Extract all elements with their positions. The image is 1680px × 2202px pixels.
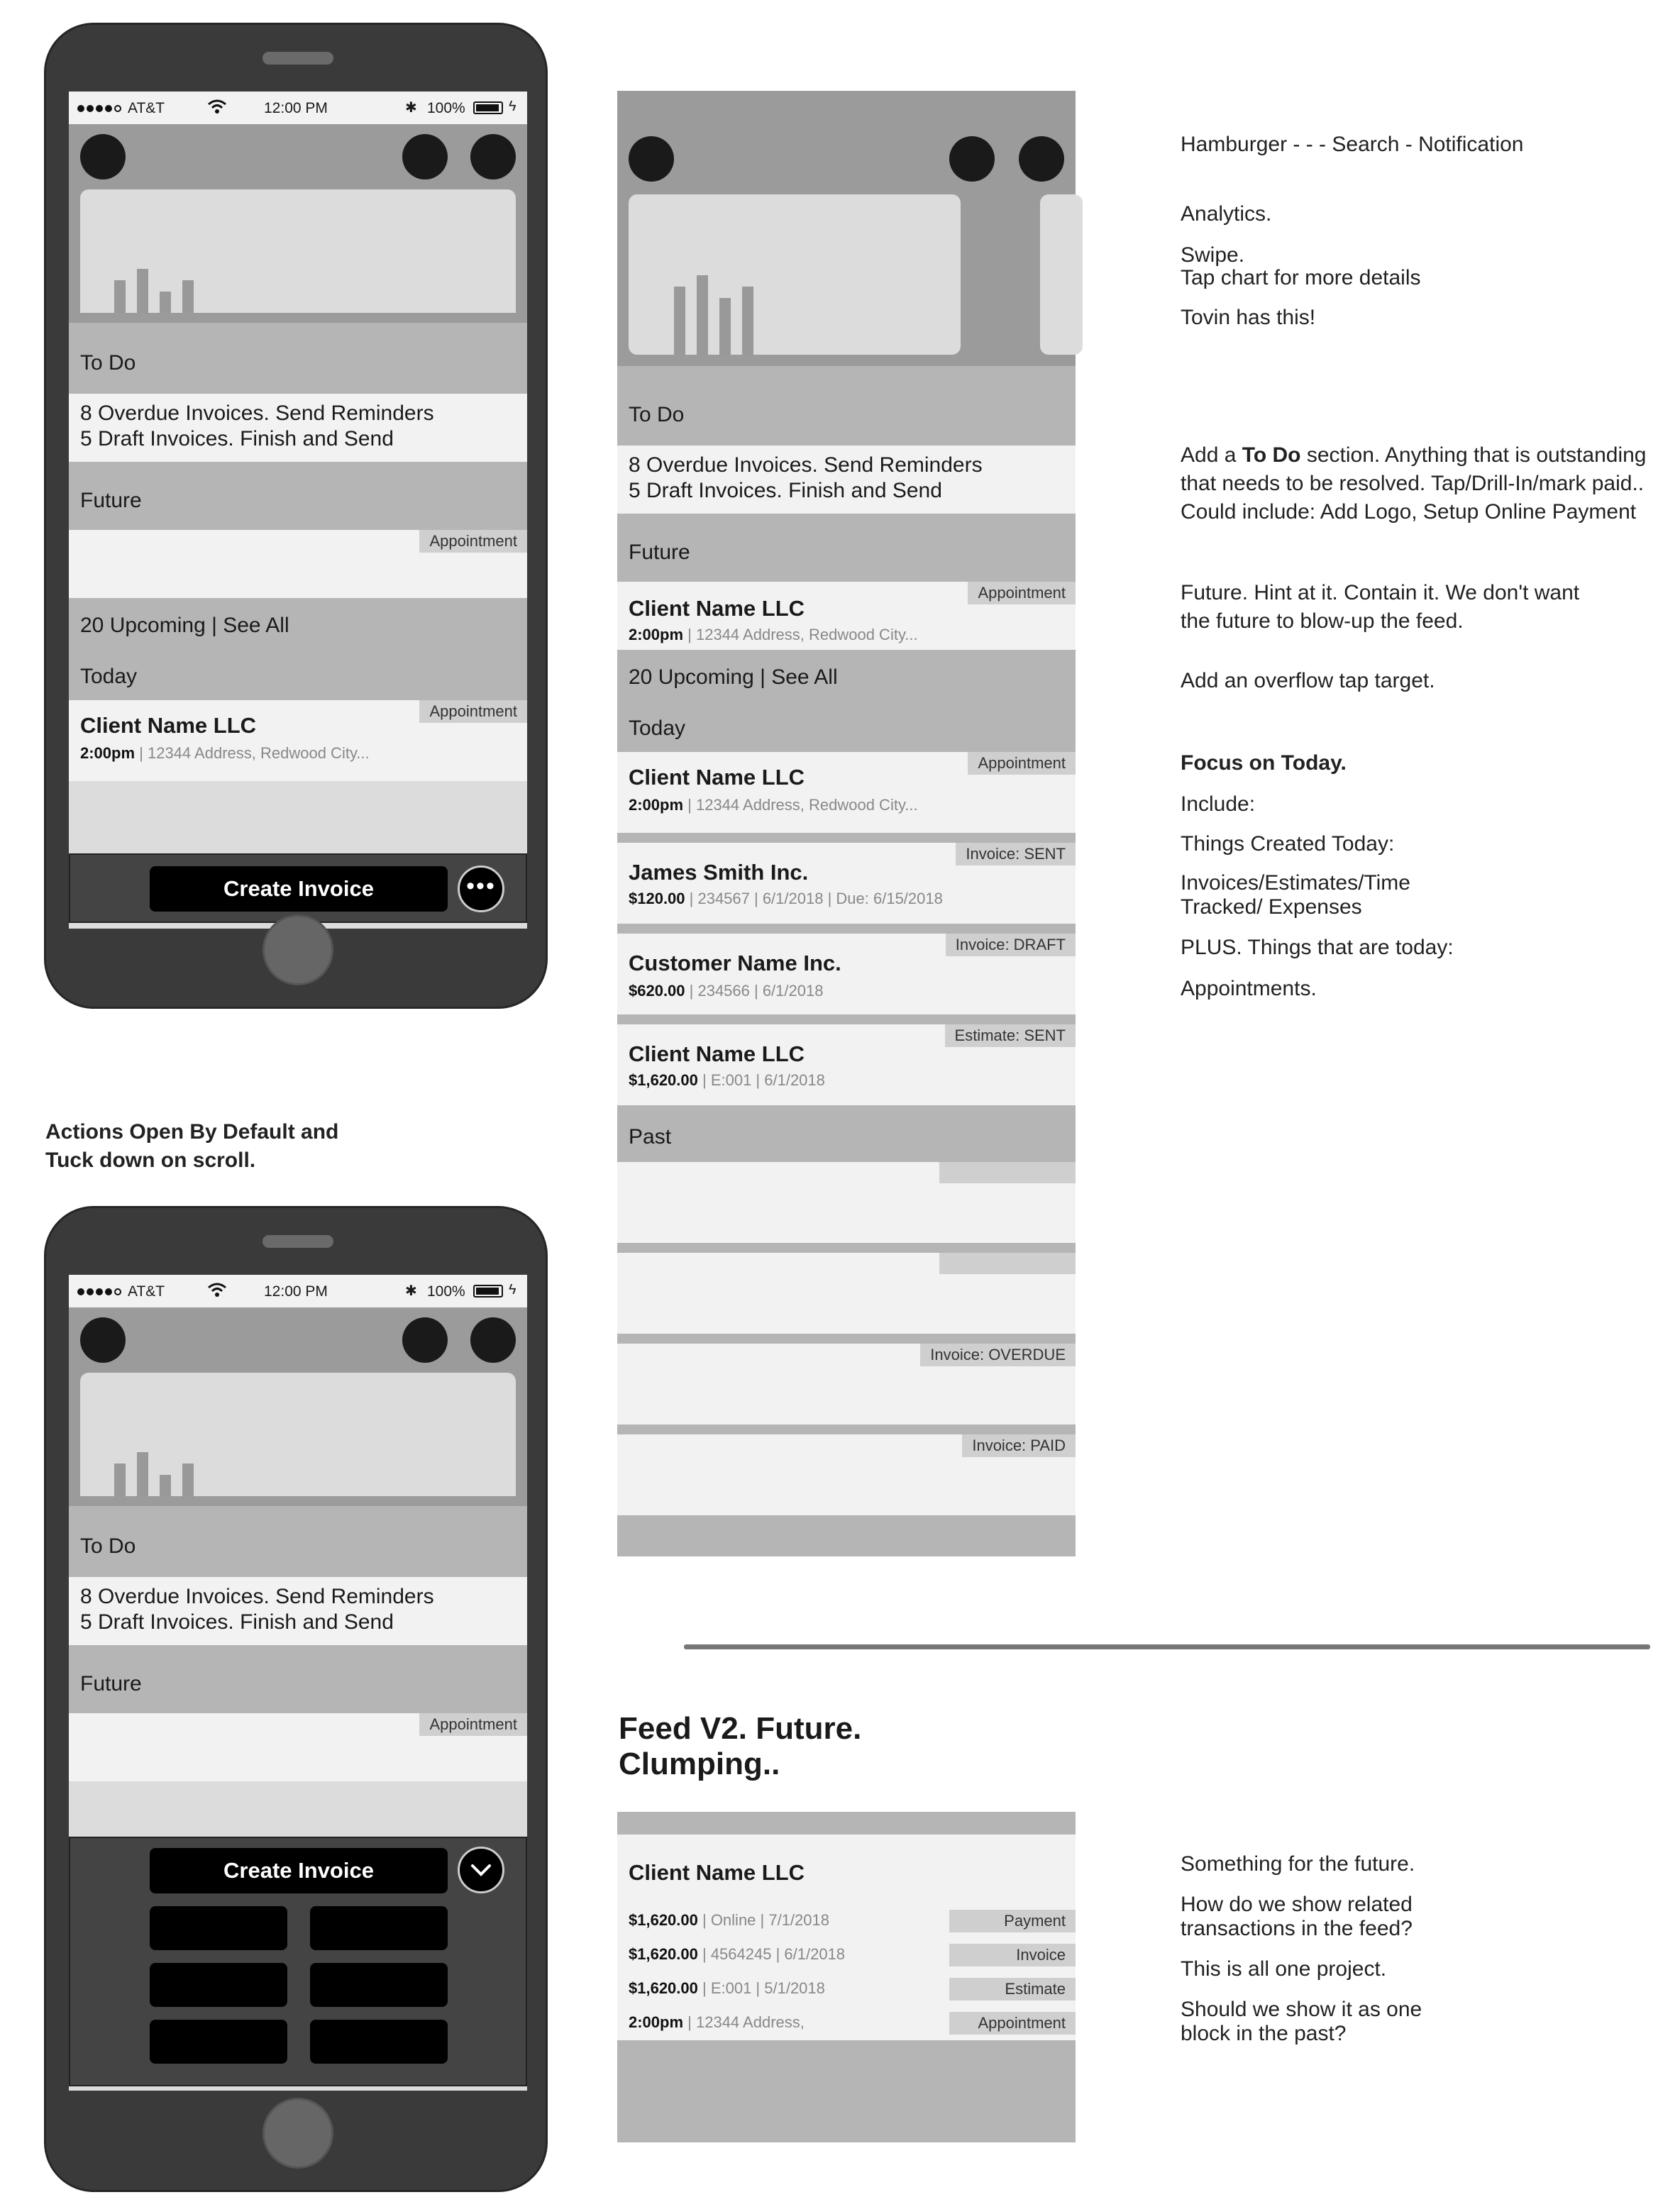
clump-row-detail: [629, 1945, 845, 1964]
future-section-header: [69, 1645, 527, 1713]
client-address: | 12344 Address, Redwood City...: [683, 796, 918, 814]
clump-row-detail: [629, 2013, 805, 2032]
feed-v2-title: [619, 1711, 861, 1782]
hamburger-menu-icon[interactable]: [80, 1317, 126, 1363]
app-header: [69, 124, 527, 191]
client-detail: [629, 796, 918, 814]
status-tag: Invoice: DRAFT: [946, 934, 1076, 956]
feed-v2-clump: [617, 1812, 1076, 2142]
carrier-label: AT&T: [128, 100, 165, 116]
phone-mockup-2: [44, 1206, 548, 2192]
clump-row[interactable]: [617, 2012, 1076, 2037]
clump-row-amount: 2:00pm: [629, 2013, 684, 2031]
status-tag-empty: [939, 1162, 1076, 1183]
action-button-6[interactable]: [310, 2020, 448, 2064]
item-detail: [629, 1071, 825, 1090]
note-plus: PLUS. Things that are today:: [1181, 936, 1454, 959]
client-name: Client Name LLC: [629, 596, 805, 621]
note-todo-bold: To Do: [1242, 443, 1301, 467]
note-invoices-line1: Invoices/Estimates/Time: [1181, 871, 1410, 895]
past-card-paid[interactable]: [617, 1434, 1076, 1515]
clump-client-name: Client Name LLC: [629, 1860, 805, 1885]
note-actions: [45, 1118, 338, 1175]
future-card[interactable]: [69, 530, 527, 598]
appointment-tag: Appointment: [419, 530, 527, 553]
future-appointment-card[interactable]: [617, 582, 1076, 650]
create-invoice-button[interactable]: Create Invoice: [150, 866, 448, 912]
note-future: [1181, 580, 1579, 634]
feed-v2-title-line2: Clumping..: [619, 1747, 780, 1781]
analytics-band: [69, 191, 527, 313]
todo-card[interactable]: [617, 446, 1076, 514]
todo-title: To Do: [629, 403, 685, 426]
clump-row-meta: | E:001 | 5/1/2018: [697, 1979, 825, 1997]
note-actions-line2: Tuck down on scroll.: [45, 1149, 256, 1172]
todo-card[interactable]: [69, 394, 527, 462]
clump-card[interactable]: [617, 1835, 1076, 2040]
clump-row-tag: Estimate: [949, 1978, 1076, 2001]
note-tovin: Tovin has this!: [1181, 306, 1316, 329]
feed-item-invoice-sent[interactable]: [617, 843, 1076, 924]
section-divider: [684, 1644, 1650, 1649]
note-actions-line1: Actions Open By Default and: [45, 1120, 339, 1144]
bluetooth-icon: ✱: [405, 1283, 417, 1299]
notification-icon[interactable]: [470, 1317, 516, 1363]
home-button: [262, 914, 333, 985]
status-time: 12:00 PM: [264, 100, 328, 116]
note-future-line1: Future. Hint at it. Contain it. We don't want: [1181, 581, 1580, 604]
client-detail: [80, 744, 370, 763]
future-section-header: [69, 462, 527, 530]
future-title: Future: [80, 1672, 142, 1695]
status-bar: [69, 92, 527, 124]
item-name: Customer Name Inc.: [629, 951, 841, 975]
appointment-tag: Appointment: [968, 582, 1076, 604]
note-one-project: This is all one project.: [1181, 1957, 1387, 1981]
feed-item-invoice-draft[interactable]: [617, 934, 1076, 1014]
status-time: 12:00 PM: [264, 1283, 328, 1300]
client-time: 2:00pm: [629, 626, 684, 643]
signal-icon: [77, 1283, 165, 1300]
search-icon[interactable]: [402, 1317, 448, 1363]
status-bar: [69, 1275, 527, 1307]
note-future-line2: the future to blow-up the feed.: [1181, 609, 1464, 633]
clump-row-detail: [629, 1979, 825, 1998]
search-icon[interactable]: [402, 134, 448, 179]
action-bar: [69, 853, 527, 923]
item-amount: $120.00: [629, 890, 685, 907]
note-appointments: Appointments.: [1181, 977, 1317, 1000]
create-invoice-button[interactable]: Create Invoice: [150, 1848, 448, 1893]
note-related-line2: transactions in the feed?: [1181, 1917, 1413, 1940]
search-icon[interactable]: [949, 136, 995, 182]
signal-icon: [77, 100, 165, 117]
feed-header: [617, 91, 1076, 366]
future-title: Future: [629, 541, 690, 564]
phone-speaker: [262, 52, 333, 65]
todo-overdue[interactable]: 8 Overdue Invoices. Send Reminders: [629, 453, 983, 477]
appointment-tag: Appointment: [419, 700, 527, 723]
chart-bar: [742, 287, 753, 355]
bluetooth-icon: ✱: [405, 100, 417, 116]
upcoming-link[interactable]: 20 Upcoming | See All: [80, 614, 289, 637]
expanded-action-sheet: [69, 1837, 527, 2086]
past-card-overdue[interactable]: [617, 1344, 1076, 1424]
note-header-icons: Hamburger - - - Search - Notification: [1181, 133, 1524, 156]
battery-icon: [473, 101, 503, 114]
todo-title: To Do: [80, 1534, 136, 1558]
todo-draft[interactable]: 5 Draft Invoices. Finish and Send: [629, 479, 942, 502]
item-meta: | E:001 | 6/1/2018: [697, 1071, 825, 1089]
future-card[interactable]: [69, 1713, 527, 1781]
battery-icon: [473, 1285, 503, 1298]
past-title: Past: [629, 1125, 672, 1149]
item-amount: $620.00: [629, 982, 685, 1000]
feed-v2-title-line1: Feed V2. Future.: [619, 1711, 862, 1746]
clump-row-meta: | Online | 7/1/2018: [697, 1911, 829, 1929]
future-section-header: [617, 514, 1076, 582]
todo-title: To Do: [80, 351, 136, 375]
clump-row[interactable]: [617, 1978, 1076, 2003]
action-button-3[interactable]: [150, 1963, 287, 2007]
upcoming-row[interactable]: [617, 650, 1076, 752]
item-meta: | 234567 | 6/1/2018 | Due: 6/15/2018: [685, 890, 943, 907]
app-header: [69, 1307, 527, 1374]
past-card-1[interactable]: [617, 1162, 1076, 1243]
clump-row[interactable]: [617, 1944, 1076, 1969]
action-button-2[interactable]: [310, 1906, 448, 1950]
item-detail: [629, 890, 943, 908]
note-todo-line1: [1181, 443, 1646, 468]
note-overflow: Add an overflow tap target.: [1181, 669, 1435, 692]
note-swipe: Swipe.: [1181, 243, 1245, 267]
today-appointment-card[interactable]: [617, 752, 1076, 833]
note-todo: [1181, 443, 1646, 525]
wifi-icon: [207, 1282, 227, 1298]
client-time: 2:00pm: [80, 744, 136, 762]
client-name: Client Name LLC: [80, 713, 257, 738]
clump-row-amount: $1,620.00: [629, 1911, 698, 1929]
action-button-4[interactable]: [310, 1963, 448, 2007]
todo-overdue[interactable]: 8 Overdue Invoices. Send Reminders: [80, 1585, 434, 1608]
upcoming-row[interactable]: [69, 598, 527, 700]
note-focus: Focus on Today.: [1181, 751, 1347, 775]
note-invoices-line2: Tracked/ Expenses: [1181, 895, 1362, 919]
analytics-chart-card[interactable]: [629, 194, 961, 355]
status-tag: Invoice: PAID: [962, 1434, 1076, 1457]
clump-row[interactable]: [617, 1910, 1076, 1935]
note-something: Something for the future.: [1181, 1852, 1415, 1876]
charging-icon: ϟ: [509, 99, 516, 114]
todo-card[interactable]: [69, 1577, 527, 1645]
item-name: James Smith Inc.: [629, 860, 809, 885]
clump-row-tag: Payment: [949, 1910, 1076, 1932]
todo-section-header: [69, 313, 527, 394]
phone-mockup-1: [44, 23, 548, 1009]
notification-icon[interactable]: [1019, 136, 1064, 182]
upcoming-link[interactable]: 20 Upcoming | See All: [629, 665, 838, 689]
client-address: | 12344 Address, Redwood City...: [683, 626, 918, 643]
future-title: Future: [80, 489, 142, 512]
today-title: Today: [80, 665, 138, 688]
hamburger-menu-icon[interactable]: [629, 136, 674, 182]
note-include: Include:: [1181, 792, 1256, 816]
note-todo-line3: Could include: Add Logo, Setup Online Payment: [1181, 500, 1637, 524]
today-appointment-card[interactable]: [69, 700, 527, 781]
battery-percent: 100%: [427, 1283, 465, 1300]
todo-draft[interactable]: 5 Draft Invoices. Finish and Send: [80, 1610, 394, 1634]
feed-item-estimate-sent[interactable]: [617, 1024, 1076, 1105]
note-todo-prefix: Add a: [1181, 443, 1242, 467]
clump-row-amount: $1,620.00: [629, 1945, 698, 1963]
clump-row-meta: | 4564245 | 6/1/2018: [697, 1945, 846, 1963]
past-card-2[interactable]: [617, 1253, 1076, 1334]
status-tag: Invoice: OVERDUE: [920, 1344, 1076, 1366]
note-todo-suffix: section. Anything that is outstanding: [1300, 443, 1647, 467]
item-detail: [629, 982, 823, 1000]
appointment-tag: Appointment: [968, 752, 1076, 775]
clump-row-meta: | 12344 Address,: [683, 2013, 805, 2031]
note-related-line1: How do we show related: [1181, 1893, 1413, 1916]
chart-bar: [697, 275, 708, 355]
analytics-band: [69, 1374, 527, 1496]
note-block: [1181, 1998, 1422, 2046]
client-address: | 12344 Address, Redwood City...: [135, 744, 370, 762]
clump-row-tag: Appointment: [949, 2012, 1076, 2035]
status-tag: Estimate: SENT: [945, 1024, 1076, 1047]
carrier-label: AT&T: [128, 1283, 165, 1300]
client-detail: [629, 626, 918, 644]
battery-percent: 100%: [427, 100, 465, 116]
note-block-line1: Should we show it as one: [1181, 1998, 1422, 2021]
collapse-chevron-icon[interactable]: [458, 1847, 504, 1893]
appointment-tag: Appointment: [419, 1713, 527, 1736]
status-tag: Invoice: SENT: [956, 843, 1076, 865]
notification-icon[interactable]: [470, 134, 516, 179]
status-tag-empty: [939, 1253, 1076, 1274]
todo-section-header: [617, 366, 1076, 446]
chart-bar: [719, 298, 731, 355]
note-things-created: Things Created Today:: [1181, 832, 1395, 856]
client-time: 2:00pm: [629, 796, 684, 814]
note-invoices: [1181, 871, 1410, 919]
item-meta: | 234566 | 6/1/2018: [685, 982, 824, 1000]
chart-bar: [674, 287, 685, 355]
note-todo-line2: that needs to be resolved. Tap/Drill-In/mark paid..: [1181, 472, 1645, 495]
home-button: [262, 2098, 333, 2169]
todo-overdue[interactable]: 8 Overdue Invoices. Send Reminders: [80, 402, 434, 425]
todo-section-header: [69, 1496, 527, 1577]
charging-icon: ϟ: [509, 1282, 516, 1298]
more-actions-icon[interactable]: •••: [458, 865, 504, 912]
phone-speaker: [262, 1235, 333, 1248]
past-section-header: [617, 1105, 1076, 1162]
todo-draft[interactable]: 5 Draft Invoices. Finish and Send: [80, 427, 394, 450]
phone-screen-1: [69, 92, 527, 929]
analytics-chart-card-next[interactable]: [1040, 194, 1083, 355]
clump-row-detail: [629, 1911, 829, 1930]
feed-full-scroll: [617, 91, 1076, 1556]
today-title: Today: [629, 717, 686, 740]
note-tap-chart: Tap chart for more details: [1181, 266, 1421, 289]
action-button-1[interactable]: [150, 1906, 287, 1950]
note-analytics: Analytics.: [1181, 202, 1272, 226]
action-button-5[interactable]: [150, 2020, 287, 2064]
clump-row-tag: Invoice: [949, 1944, 1076, 1966]
note-block-line2: block in the past?: [1181, 2022, 1347, 2045]
wifi-icon: [207, 99, 227, 114]
client-name: Client Name LLC: [629, 765, 805, 790]
clump-row-amount: $1,620.00: [629, 1979, 698, 1997]
item-name: Client Name LLC: [629, 1041, 805, 1066]
hamburger-menu-icon[interactable]: [80, 134, 126, 179]
item-amount: $1,620.00: [629, 1071, 698, 1089]
note-related: [1181, 1893, 1413, 1941]
